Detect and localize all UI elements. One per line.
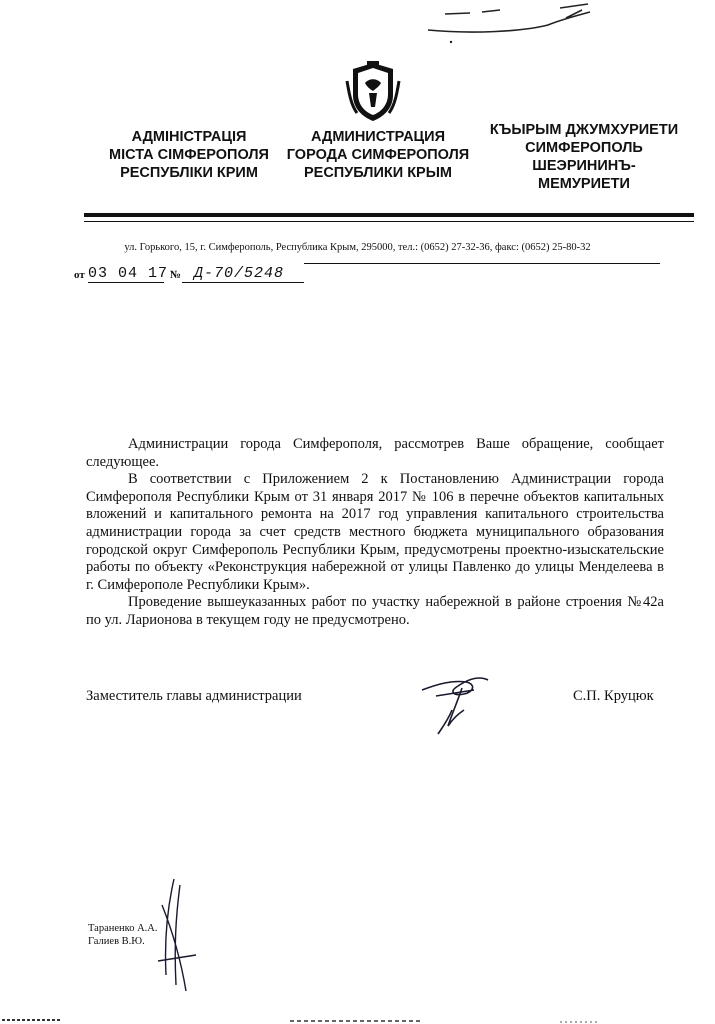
signatory-name: С.П. Круцюк: [573, 688, 654, 704]
crimea-coat-of-arms-icon: [343, 61, 403, 123]
header-center-line: РЕСПУБЛИКИ КРЫМ: [303, 165, 452, 181]
header-right-line: КЪЫРЫМ ДЖУМХУРИЕТИ: [489, 122, 679, 138]
date-label: от: [74, 269, 85, 281]
header-left-line: РЕСПУБЛІКИ КРИМ: [120, 165, 258, 181]
number-value: Д-70/5248: [194, 265, 285, 282]
number-underline: [182, 282, 304, 283]
letter-body: [86, 436, 664, 630]
body-paragraph: В соответствии с Приложением 2 к Постановлению Администрации города Симферополя Республики Крым от 31 января 2017 № 106 в перечне объектов капитальных вложений и капитального ремонта на 2017 год управления капитального строительства администрации города за счет средств местного бюджета муниципального образования городской округ Симферополь Республики Крым, предусмотрены проектно-изыскательские работы по объекту «Реконструкция набережной от улицы Павленко до улицы Менделеева в г. Симферополе Республики Крым».: [86, 471, 664, 593]
header-right-line: ШЕЭРИНИНЪ-: [532, 158, 636, 174]
date-underline: [88, 282, 164, 283]
header-left-ukrainian: [100, 128, 278, 182]
registration-line: [74, 263, 664, 283]
header-left-line: АДМІНІСТРАЦІЯ: [131, 129, 247, 145]
executor-name: Галиев В.Ю.: [88, 936, 145, 947]
header-center-line: ГОРОДА СИМФЕРОПОЛЯ: [286, 147, 470, 163]
bottom-scan-marks: [0, 1010, 715, 1024]
handwritten-signature: [418, 670, 508, 740]
header-center-russian: [282, 128, 474, 182]
header-right-line: МЕМУРИЕТИ: [538, 176, 630, 192]
date-value: 03 04 17: [88, 265, 169, 282]
header-left-line: МІСТА СІМФЕРОПОЛЯ: [109, 147, 269, 163]
registration-extension-line: [304, 263, 660, 264]
executors-block: [88, 922, 157, 948]
body-paragraph: Проведение вышеуказанных работ по участку набережной в районе строения №42а по ул. Ларионова в текущем году не предусмотрено.: [86, 594, 664, 628]
header-right-crimean-tatar: [486, 121, 682, 193]
address-line: ул. Горького, 15, г. Симферополь, Республика Крым, 295000, тел.: (0652) 27-32-36, факс: (0652) 25-80-32: [124, 242, 591, 253]
number-label: №: [170, 269, 182, 281]
executor-signature: [150, 875, 200, 995]
signatory-title: Заместитель главы администрации: [86, 688, 302, 704]
body-paragraph: Администрации города Симферополя, рассмотрев Ваше обращение, сообщает следующее.: [86, 436, 664, 470]
header-divider-thick: [84, 213, 694, 217]
header-right-line: СИМФЕРОПОЛЬ: [525, 140, 643, 156]
header-divider-thin: [84, 221, 694, 222]
top-handwritten-mark: [0, 0, 715, 50]
header-center-line: АДМИНИСТРАЦИЯ: [310, 129, 445, 145]
executor-name: Тараненко А.А.: [88, 923, 158, 934]
